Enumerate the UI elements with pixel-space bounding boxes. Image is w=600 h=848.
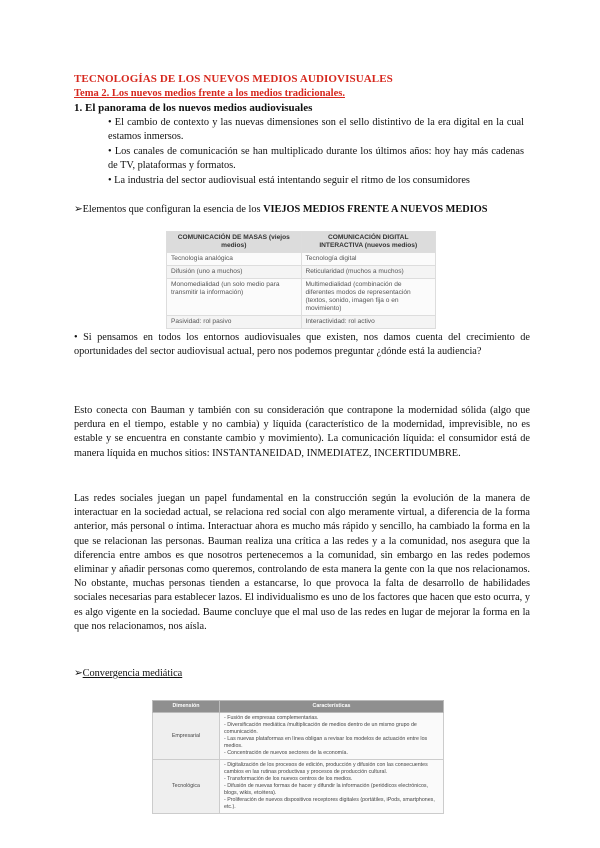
characteristic-item: - Proliferación de nuevos dispositivos receptores digitales (portátiles, iPods, smartphones, etc.). <box>224 797 435 810</box>
arrow-icon: ➢ <box>74 668 83 679</box>
table-cell: Difusión (uno a muchos) <box>167 266 302 279</box>
document-title: TECNOLOGÍAS DE LOS NUEVOS MEDIOS AUDIOVISUALES <box>74 73 393 85</box>
convergence-table <box>152 700 444 814</box>
characteristic-item: - Difusión de nuevas formas de hacer y difundir la información (periódicos electrónicos, blogs, wikis, etcétera). <box>224 783 429 796</box>
elements-heading <box>74 203 534 217</box>
table-cell: Tecnología analógica <box>167 253 302 266</box>
paragraph-bauman: Esto conecta con Bauman y también con su consideración que contrapone la modernidad sólida (algo que perdura en el tiempo, estable y no cambia) y líquida (característico de la modernidad, imprevisible, no es estable y se encuentra en constante cambio y movimiento). La comunicación líquida: el consumidor está de manera líquida en muchos sitios: INSTANTANEIDAD, INMEDIATEZ, INCERTIDUMBRE. <box>74 405 530 459</box>
table-row <box>167 253 436 266</box>
bullet-item: • La industria del sector audiovisual está intentando seguir el ritmo de los consumidores <box>108 175 470 186</box>
table-cell-dimension: Empresarial <box>153 713 220 760</box>
table-header: Características <box>220 701 444 713</box>
bullet-item: • El cambio de contexto y las nuevas dimensiones son el sello distintivo de la era digital en la cual estamos inmersos. <box>108 117 524 142</box>
characteristic-item: - Transformación de los nuevos centros de los medios. <box>224 776 353 782</box>
table-header: COMUNICACIÓN DE MASAS (viejos medios) <box>167 232 302 253</box>
table-header: Dimensión <box>153 701 220 713</box>
table-row <box>167 279 436 316</box>
arrow-icon: ➢ <box>74 204 83 215</box>
table-row <box>167 266 436 279</box>
table-cell: Multimedialidad (combinación de diferentes modos de representación (textos, sonido, imagen fija o en movimiento) <box>301 279 436 316</box>
table-cell: Monomedialidad (un solo medio para transmitir la información) <box>167 279 302 316</box>
paragraph-audiencia: • Si pensamos en todos los entornos audiovisuales que existen, nos damos cuenta del crecimiento de oportunidades del sector audiovisual actual, pero nos podemos preguntar ¿dónde está la audiencia? <box>74 332 530 358</box>
characteristic-item: - Concentración de nuevos sectores de la economía. <box>224 750 348 756</box>
table-cell-dimension: Tecnológica <box>153 760 220 814</box>
table-cell-characteristics <box>220 713 444 760</box>
table-cell: Interactividad: rol activo <box>301 316 436 329</box>
table-row <box>167 316 436 329</box>
section-heading: 1. El panorama de los nuevos medios audiovisuales <box>74 102 313 114</box>
convergencia-heading <box>74 667 182 681</box>
table-cell: Tecnología digital <box>301 253 436 266</box>
table-cell: Pasividad: rol pasivo <box>167 316 302 329</box>
elements-heading-bold: VIEJOS MEDIOS FRENTE A NUEVOS MEDIOS <box>263 204 488 215</box>
table-cell-characteristics <box>220 760 444 814</box>
characteristic-item: - Fusión de empresas complementarias. <box>224 715 319 721</box>
paragraph-redes-sociales: Las redes sociales juegan un papel fundamental en la construcción según la evolución de la manera de interactuar en la sociedad actual, se relaciona red social con algo meramente virtual, a diferencia de la forma anterior, más personal o íntima. Interactuar ahora es mucho más rápido y sencillo, ha cambiado la forma en la que se relacionan las personas. Bauman realiza una crítica a las redes y a la comunidad, nos asegura que la diferencia entre ambos es que nosotros pertenecemos a la comunidad, sin embargo en las redes podemos eliminar y añadir personas como queremos, controlando de esta manera la gente con la que nos relacionamos. No obstante, muchas personas tienden a estancarse, lo que provoca la falta de desarrollo de habilidades sociales necesarias para establecer lazos. El individualismo es uno de los factores que hacen que esto ocurra, y es algo vigente en la sociedad. Baume concluye que el mal uso de las redes en lugar de mejorar la forma en la que nos relacionamos, nos aísla. <box>74 493 530 632</box>
table-header: COMUNICACIÓN DIGITAL INTERACTIVA (nuevos medios) <box>301 232 436 253</box>
media-comparison-table <box>166 231 436 329</box>
elements-heading-text: Elementos que configuran la esencia de los <box>82 204 264 215</box>
convergencia-heading-text: Convergencia mediática <box>82 668 183 679</box>
table-row <box>153 713 444 760</box>
table-row <box>153 760 444 814</box>
characteristic-item: - Digitalización de los procesos de edición, producción y difusión con las consecuentes cambios en las rutinas productivas y procesos de producción cultural. <box>224 762 428 775</box>
bullet-item: • Los canales de comunicación se han multiplicado durante los últimos años: hoy hay más cadenas de TV, plataformas y formatos. <box>108 146 524 171</box>
table-cell: Reticularidad (muchos a muchos) <box>301 266 436 279</box>
document-subtitle: Tema 2. Los nuevos medios frente a los medios tradicionales. <box>74 88 345 99</box>
characteristic-item: - Las nuevas plataformas en línea obligan a revisar los modelos de actuación entre los medios. <box>224 736 428 749</box>
characteristic-item: - Diversificación mediática /multiplicación de medios dentro de un mismo grupo de comunicación. <box>224 722 417 735</box>
